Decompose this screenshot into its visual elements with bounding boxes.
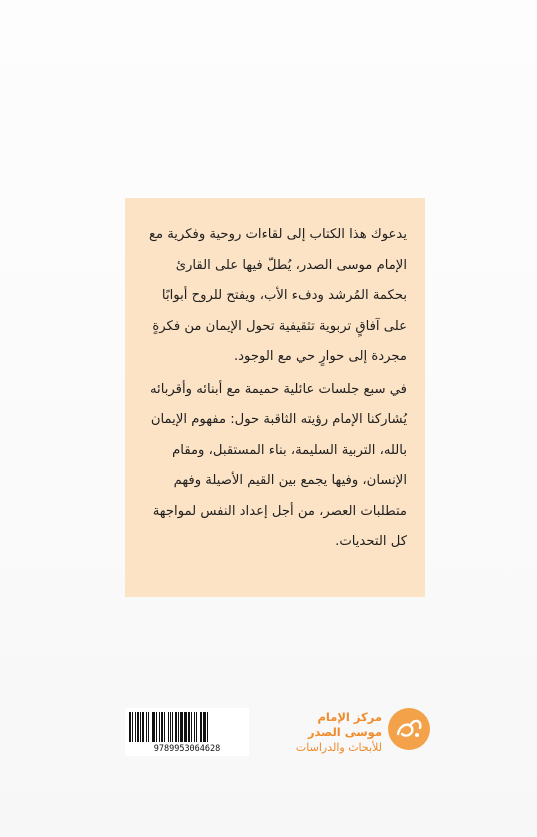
publisher-line-3: للأبحاث والدراسات <box>295 741 382 754</box>
blurb-paragraph-2: في سبع جلسات عائلية حميمة مع أبنائه وأقربائه يُشاركنا الإمام رؤيته الثاقبة حول: مفهوم الإيمان بالله، التربية السليمة، بناء المستقبل، ومقام الإنسان، وفيها يجمع بين القيم الأصيلة وفهم متطلبات العصر، من أجل إعداد النفس لمواجهة كل التحديات. <box>149 381 407 549</box>
publisher-logo-icon <box>388 708 430 750</box>
barcode-bars <box>129 712 245 742</box>
barcode <box>125 708 249 756</box>
publisher-line-1: مركز الإمام <box>317 710 382 724</box>
publisher-line-2: موسى الصدر <box>307 725 382 739</box>
blurb-box <box>125 198 425 597</box>
publisher-name <box>272 710 382 755</box>
barcode-bar <box>208 712 210 742</box>
isbn-number: 9789953064628 <box>153 744 221 754</box>
blurb-paragraph-1: يدعوك هذا الكتاب إلى لقاءات روحية وفكرية مع الإمام موسى الصدر، يُطلّ فيها على القارئ بحكمة المُرشد ودفء الأب، ويفتح للروح أبوابًا على آفاقٍ تربوية تثقيفية تحول الإيمان من فكرةٍ مجردة إلى حوارٍ حي مع الوجود. <box>148 227 407 364</box>
